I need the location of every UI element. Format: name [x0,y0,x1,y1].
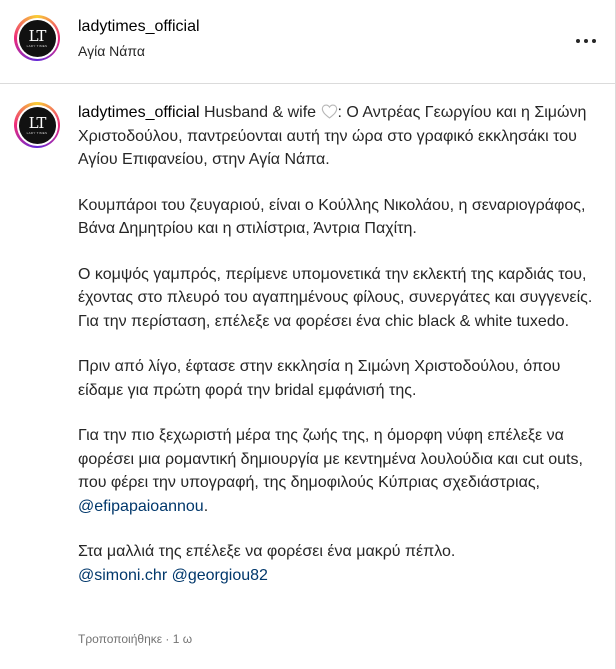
mention-link[interactable]: @georgiou82 [171,566,268,584]
caption-text [78,101,593,587]
post-time[interactable]: 1 ω [172,632,193,646]
avatar-logo [19,107,56,144]
avatar-logo-text: LT [28,26,46,45]
avatar-logo-subtext: LADY TIMES [26,130,48,135]
heart-icon [321,104,338,119]
more-horizontal-icon [574,30,598,48]
meta-separator: · [162,632,173,646]
caption-text-span: . [203,497,209,515]
avatar-logo [19,20,56,57]
caption-paragraph [78,540,593,587]
header-username[interactable]: ladytimes_official [78,18,200,35]
more-options-button[interactable] [572,27,600,51]
caption-paragraph: Ο κομψός γαμπρός, περίμενε υπομονετικά την εκλεκτή της καρδιάς του, έχοντας στο πλευρό του αγαπημένους φίλους, συνεργάτες και συγγενείς. Για την περίσταση, επέλεξε να φορέσει ένα chic black & white tuxedo. [78,265,593,330]
caption-intro-rest: : Ο Αντρέας Γεωργίου και η Σιμώνη Χριστοδούλου, παντρεύονται αυτή την ώρα στο γραφικό εκκλησάκι του Αγίου Επιφανείου, στην Αγία Νάπα. [78,104,587,168]
caption-text-span: Στα μαλλιά της επέλεξε να φορέσει ένα μακρύ πέπλο. [78,543,456,560]
caption-paragraph [78,101,593,172]
caption-text-span: Για την πιο ξεχωριστή μέρα της ζωής της, η όμορφη νύφη επέλεξε να φορέσει μια ρομαντική δημιουργία με κεντημένα λουλούδια και cut outs, που φέρει την υπογραφή, της δημοφιλούς Κύπριας σχεδιάστριας, [78,427,583,491]
mention-link[interactable]: @simoni.chr [78,566,168,584]
caption-paragraph [78,424,593,518]
caption-username[interactable]: ladytimes_official [78,104,200,121]
avatar-logo-subtext: LADY TIMES [26,43,48,48]
avatar-logo-text: LT [28,113,46,132]
caption-avatar[interactable] [14,102,60,148]
caption-paragraph: Κουμπάροι του ζευγαριού, είναι ο Κούλλης Νικολάου, η σεναριογράφος, Βάνα Δημητρίου και η στιλίστρια, Άντρια Παχίτη. [78,196,586,237]
avatar-ring [17,18,58,59]
caption-paragraph: Πριν από λίγο, έφτασε στην εκκλησία η Σιμώνη Χριστοδούλου, όπου είδαμε για πρώτη φορά την bridal εμφάνισή της. [78,358,561,399]
edited-label: Τροποποιήθηκε [78,632,163,646]
mention-link[interactable]: @efipapaioannou [78,497,204,515]
header-location[interactable]: Αγία Νάπα [78,43,145,59]
caption-meta [78,632,192,646]
avatar[interactable] [14,15,60,61]
post-header [0,0,615,84]
caption-intro: Husband & wife [204,104,321,121]
avatar-ring [17,105,58,146]
